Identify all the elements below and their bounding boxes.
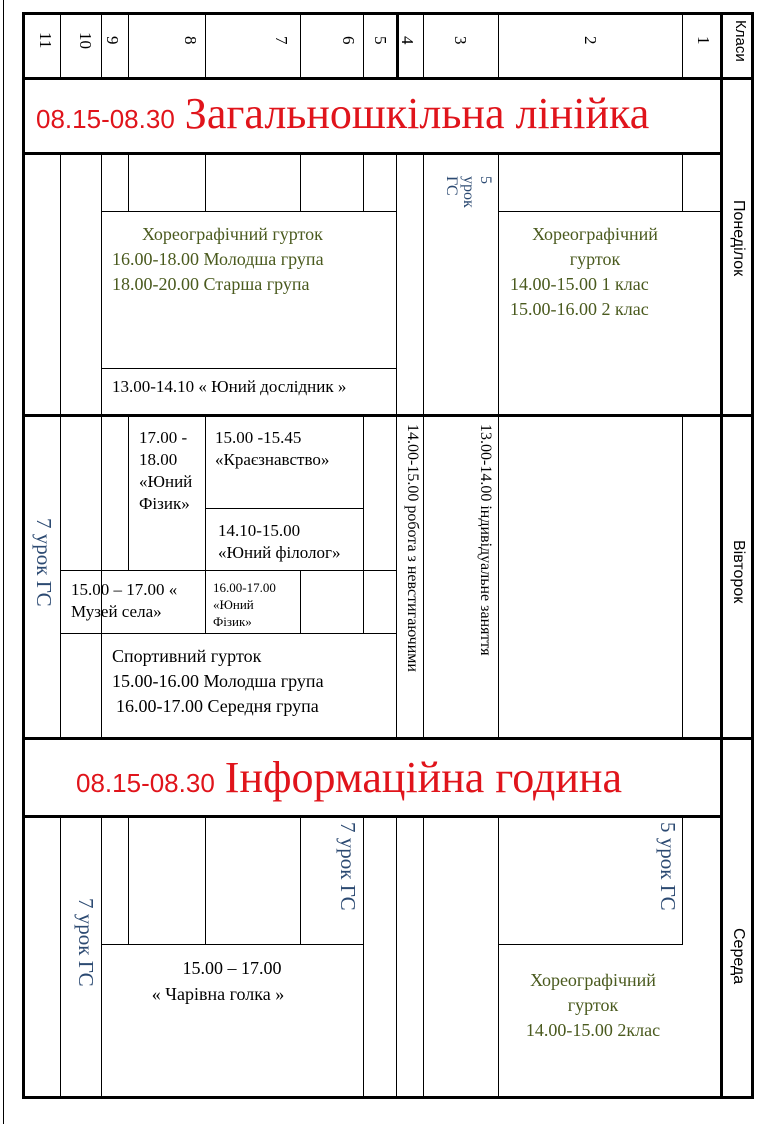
mon-col-line [682,154,683,212]
tue-col-line [205,416,206,633]
wed-col-line [423,817,424,1099]
col-num-6: 6 [339,36,358,45]
magic-needle-time: 15.00 – 17.00 [182,958,282,978]
sport-time-2: 16.00-17.00 Середня група [116,696,319,716]
tue-col-line [128,416,129,570]
col-num-11: 11 [36,32,55,49]
tue-lagging: 14.00-15.00 робота з невстигаючими [404,424,421,672]
col-num-3: 3 [451,36,470,45]
hdr-sep [396,12,399,78]
wed-col-line [60,817,61,1099]
mon-row-line [101,211,397,212]
wed-col-line [396,817,397,1099]
tue-row-line [60,633,396,634]
wed-col-line [300,817,301,945]
wed-chor-subtitle: гурток [567,995,619,1015]
wed-chor-title: Хореографічний [530,970,656,990]
mon-col-line [300,154,301,212]
wed-lesson-5: 5 урок ГС [656,822,680,911]
tue-lesson-7: 7 урок ГС [32,518,56,607]
tuesday-bottom-line [22,737,754,740]
hdr-sep [60,12,61,78]
mon-col-line [101,154,102,414]
banner-wednesday-bottom [22,815,722,818]
day-column-line [720,12,723,1099]
day-wednesday: Середа [730,928,747,985]
wed-col-line [363,817,364,1099]
tue-sport [112,644,324,719]
philologist-time: 14.10-15.00 [218,521,301,540]
wed-lesson-7-col6: 7 урок ГС [336,822,360,911]
local-history-title: «Краєзнавство» [215,450,330,469]
museum-time: 15.00 – 17.00 « [71,580,178,599]
magic-needle-title: « Чарівна голка » [151,984,285,1004]
day-monday: Понеділок [730,200,747,277]
col-num-2: 2 [581,36,600,45]
mon-col-line [363,154,364,212]
mon-col-line [396,154,397,414]
mon-col-line [128,154,129,212]
tue-col-line [363,416,364,633]
wed-chor-time: 14.00-15.00 2клас [525,1020,661,1040]
hdr-sep [498,12,499,78]
wed-chor [498,968,688,1043]
wed-col-line [682,817,683,945]
physicist-8-title-1: «Юний [139,472,193,491]
mon-row-line [101,368,397,369]
col-num-5: 5 [371,36,390,45]
tue-row-line [60,570,396,571]
wed-magic-needle [101,955,363,1007]
header-row-line [22,77,754,80]
tue-row-line [205,508,363,509]
chor-time-2: 15.00-16.00 2 клас [510,299,649,319]
mon-lesson-5-gs: ГС [443,176,460,196]
tue-philologist [218,520,340,564]
wed-row-line [498,944,682,945]
sport-time-1: 15.00-16.00 Молодша група [112,671,324,691]
tue-col-line [300,570,301,633]
physicist-7-title-2: Фізик» [213,614,252,629]
wed-col-line [128,817,129,945]
hdr-sep [363,12,364,78]
physicist-8-title-2: Фізик» [139,494,190,513]
museum-title: Музей села» [71,602,162,621]
physicist-8-time-start: 17.00 - [139,428,188,447]
col-num-1: 1 [694,36,713,45]
physicist-8-time-end: 18.00 [139,450,178,469]
mon-col-line [205,154,206,212]
tue-individual: 13.00-14.00 індивідуальне заняття [477,424,494,656]
mon-chor-senior [112,222,324,297]
schedule-table [22,12,754,1099]
monday-bottom-line [22,414,754,417]
banner-wednesday [76,752,622,803]
hdr-sep [205,12,206,78]
hdr-sep [128,12,129,78]
chor-senior-time-1: 16.00-18.00 Молодша група [112,249,324,269]
hdr-sep [423,12,424,78]
sport-title: Спортивний гурток [112,646,262,666]
tue-col-line [101,416,102,737]
tue-col-line [60,416,61,737]
mon-lesson-5-num: 5 [477,176,494,184]
mon-col-line [423,154,424,414]
col-num-4: 4 [398,36,417,45]
banner-wednesday-time: 08.15-08.30 [76,768,215,798]
mon-lesson-5-word: урок [460,176,477,208]
wed-row-line [101,944,364,945]
hdr-sep [101,12,102,78]
day-tuesday: Вівторок [730,540,747,604]
tue-col-line [682,416,683,737]
hdr-sep [300,12,301,78]
mon-chor-junior [500,222,690,272]
col-num-8: 8 [181,36,200,45]
philologist-title: «Юний філолог» [218,543,341,562]
tue-col-line [423,416,424,737]
page-margin-line [3,0,4,1124]
tue-local-history [215,427,329,471]
tue-physicist-7 [213,579,276,630]
banner-monday [36,88,649,139]
wed-lesson-7-col10: 7 урок ГС [74,898,98,987]
col-num-7: 7 [272,36,291,45]
wed-col-line [498,817,499,1099]
col-num-9: 9 [103,36,122,45]
tue-col-line [498,416,499,737]
banner-monday-time: 08.15-08.30 [36,104,175,134]
mon-researcher: 13.00-14.10 « Юний дослідник » [112,377,347,396]
mon-col-line [498,154,499,414]
local-history-time: 15.00 -15.45 [215,428,302,447]
banner-monday-title: Загальношкільна лінійка [184,89,650,138]
chor-senior-time-2: 18.00-20.00 Старша група [112,274,310,294]
hdr-sep [682,12,683,78]
physicist-7-title-1: «Юний [213,597,254,612]
col-num-10: 10 [76,32,95,49]
tue-physicist-8 [139,427,192,515]
mon-row-line [498,211,720,212]
chor-time-1: 14.00-15.00 1 клас [510,274,649,294]
mon-lesson-5 [443,176,494,208]
mon-chor-junior-times [510,272,649,322]
tue-museum [71,579,177,623]
banner-wednesday-title: Інформаційна година [224,753,622,802]
classes-header: Класи [732,20,749,62]
tue-col-line [396,416,397,737]
physicist-7-time: 16.00-17.00 [213,580,276,595]
banner-monday-bottom [22,152,722,155]
chor-senior-title: Хореографічний гурток [142,224,323,244]
chor-title: Хореографічний [532,224,658,244]
mon-col-line [60,154,61,414]
wed-col-line [205,817,206,945]
chor-subtitle: гурток [569,249,621,269]
